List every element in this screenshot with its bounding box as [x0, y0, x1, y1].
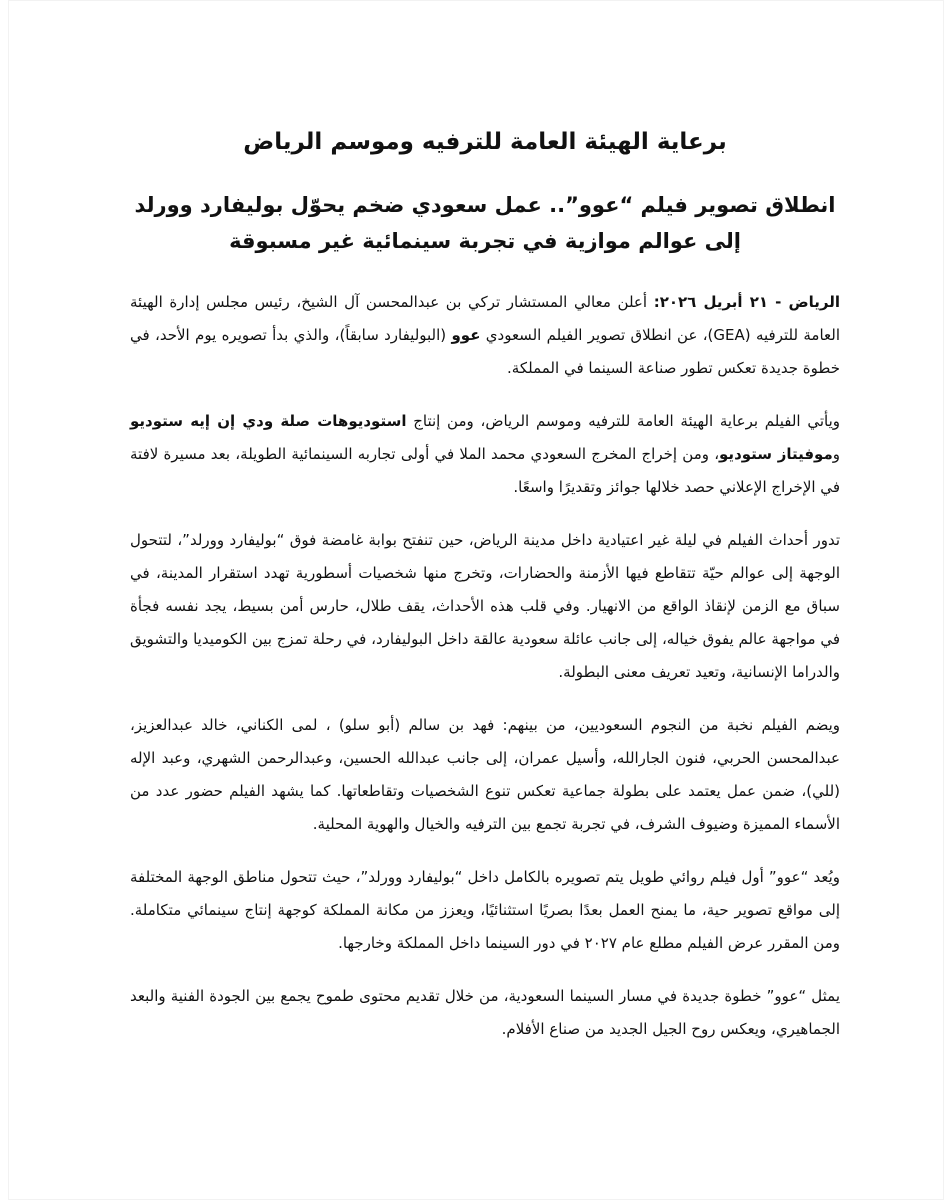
- page-subtitle: انطلاق تصوير فيلم “عوو”.. عمل سعودي ضخم يحوّل بوليفارد وورلد إلى عوالم موازية في تجربة سينمائية غير مسبوقة: [134, 192, 836, 253]
- paragraph-location-release: ويُعد “عوو” أول فيلم روائي طويل يتم تصويره بالكامل داخل “بوليفارد وورلد”، حيث تتحول مناطق الوجهة المختلفة إلى مواقع تصوير حية، ما يمنح العمل بعدًا بصريًا استثنائيًا، ويعزز من مكانة المملكة كوجهة إنتاج سينمائي متكاملة. ومن المقرر عرض الفيلم مطلع عام ٢٠٢٧ في دور السينما داخل المملكة وخارجها.: [130, 868, 840, 953]
- paragraph-text: ، ومن إخراج المخرج السعودي محمد الملا في أولى تجاربه السينمائية الطويلة، بعد مسيرة لافتة في الإخراج الإعلاني حصد خلالها جوائز وتقديرًا واسعًا.: [130, 445, 840, 497]
- paragraph-text: ويأتي الفيلم برعاية الهيئة العامة للترفيه وموسم الرياض، ومن إنتاج: [406, 412, 840, 431]
- paragraph-plot: تدور أحداث الفيلم في ليلة غير اعتيادية داخل مدينة الرياض، حين تنفتح بوابة غامضة فوق “بوليفارد وورلد”، لتتحول الوجهة إلى عوالم حيّة تتقاطع فيها الأزمنة والحضارات، وتخرج منها شخصيات أسطورية تهدد استقرار المدينة، في سباق مع الزمن لإنقاذ الواقع من الانهيار. وفي قلب هذه الأحداث، يقف طلال، حارس أمن بسيط، يجد نفسه فجأة في مواجهة عالم يفوق خياله، إلى جانب عائلة سعودية عالقة داخل البوليفارد، في رحلة تمزج بين الكوميديا والتشويق والدراما الإنسانية، وتعيد تعريف معنى البطولة.: [130, 531, 840, 682]
- film-name: عوو: [451, 326, 481, 345]
- paragraph-closing: يمثل “عوو” خطوة جديدة في مسار السينما السعودية، من خلال تقديم محتوى طموح يجمع بين الجودة الفنية والبعد الجماهيري، ويعكس روح الجيل الجديد من صناع الأفلام.: [130, 987, 840, 1039]
- studio-name-2: موفيتاز ستوديو: [719, 445, 833, 464]
- document-page: [8, 0, 944, 1200]
- paragraph-text: (البوليفارد سابقاً)، والذي بدأ تصويره يوم الأحد، في خطوة جديدة تعكس تطور صناعة السينما في المملكة.: [130, 326, 840, 378]
- paragraph-text: أعلن معالي المستشار تركي بن عبدالمحسن آل الشيخ، رئيس مجلس إدارة الهيئة العامة للترفيه (GEA)، عن انطلاق تصوير الفيلم السعودي: [130, 293, 840, 345]
- paragraph-production: [130, 405, 840, 504]
- page-title: برعاية الهيئة العامة للترفيه وموسم الرياض: [243, 129, 727, 155]
- paragraph-announcement: [130, 286, 840, 385]
- paragraph-cast: ويضم الفيلم نخبة من النجوم السعوديين، من بينهم: فهد بن سالم (أبو سلو) ، لمى الكناني، خالد عبدالعزيز، عبدالمحسن الحربي، فنون الجارالله، وأسيل عمران، إلى جانب عبدالله الحسين، وعبدالرحمن الشهري، وعبد الإله (للي)، ضمن عمل يعتمد على بطولة جماعية تعكس تنوع الشخصيات وتقاطعاتها. كما يشهد الفيلم حضور عدد من الأسماء المميزة وضيوف الشرف، في تجربة تجمع بين الترفيه والخيال والهوية المحلية.: [130, 716, 840, 834]
- paragraph-text: و: [832, 445, 840, 464]
- studio-names: استوديوهات صلة ودي إن إيه ستوديو: [130, 412, 407, 431]
- press-release-body: [130, 128, 840, 1066]
- dateline: الرياض - ٢١ أبريل ٢٠٢٦:: [653, 293, 840, 312]
